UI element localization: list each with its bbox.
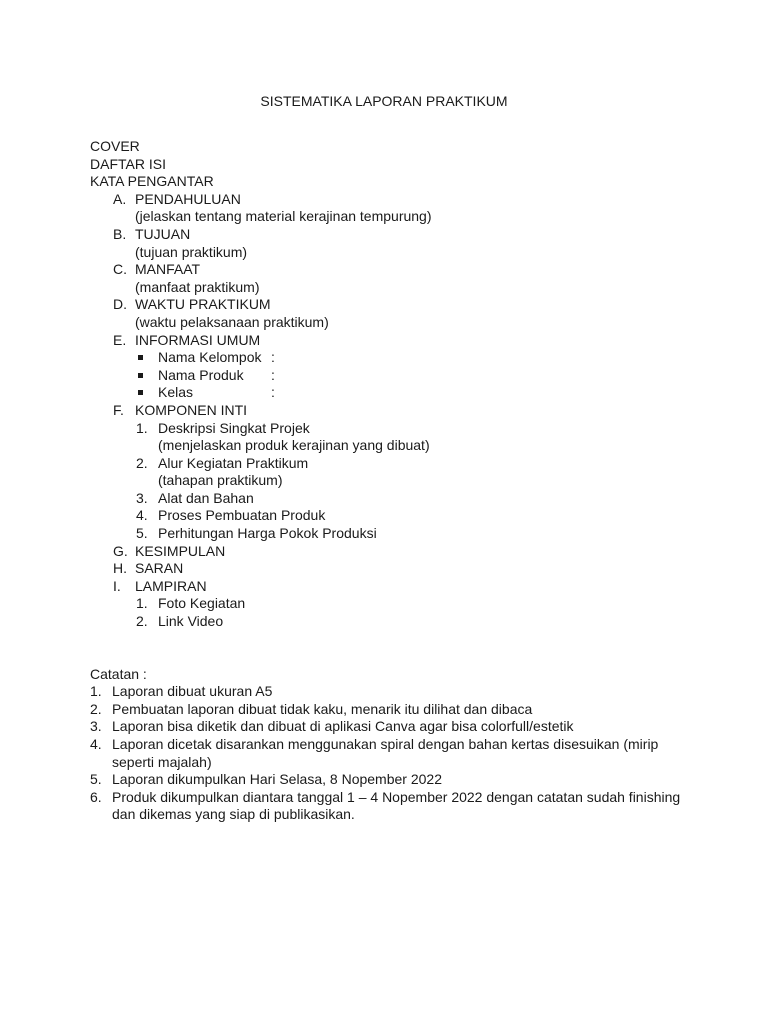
subitem-f2 — [90, 455, 690, 473]
subitem-marker: 4. — [136, 507, 148, 524]
subitem-f3 — [90, 490, 690, 508]
note-marker: 3. — [90, 718, 102, 735]
section-c-note — [90, 279, 690, 297]
bullet-label: Nama Kelompok — [158, 349, 262, 366]
bullet-label: Nama Produk — [158, 366, 244, 383]
outline-item-cover: COVER — [90, 138, 140, 154]
bullet-colon: : — [271, 349, 275, 366]
note-text: Laporan bisa diketik dan dibuat di aplikasi Canva agar bisa colorfull/estetik — [112, 718, 574, 735]
section-note: (jelaskan tentang material kerajinan tempurung) — [135, 208, 432, 225]
section-marker: F. — [113, 401, 124, 418]
subitem-note: (menjelaskan produk kerajinan yang dibuat) — [158, 437, 430, 454]
section-label: TUJUAN — [135, 225, 191, 242]
section-h — [90, 560, 690, 578]
square-bullet-icon — [138, 390, 143, 395]
outline-item-kata-pengantar: KATA PENGANTAR — [90, 173, 214, 190]
section-a — [90, 191, 690, 209]
document-title: SISTEMATIKA LAPORAN PRAKTIKUM — [260, 93, 508, 109]
section-label: KOMPONEN INTI — [135, 401, 248, 418]
bullet-colon: : — [271, 366, 275, 383]
note-marker: 2. — [90, 700, 102, 717]
subitem-marker: 5. — [136, 525, 148, 542]
note-marker: 4. — [90, 736, 102, 752]
subitem-label: Perhitungan Harga Pokok Produksi — [158, 525, 377, 542]
bullet-item-nama-kelompok — [90, 349, 690, 367]
outline-item-daftar-isi: DAFTAR ISI — [90, 155, 166, 172]
notes-title: Catatan : — [90, 665, 147, 682]
note-text: Produk dikumpulkan diantara tanggal 1 – 4 Nopember 2022 dengan catatan sudah finishing — [112, 788, 681, 805]
section-spacer — [90, 631, 690, 666]
section-label: KESIMPULAN — [135, 542, 226, 559]
subitem-i1 — [90, 595, 690, 613]
section-label: MANFAAT — [135, 261, 201, 278]
subitem-label: Link Video — [158, 613, 224, 630]
subitem-label: Alur Kegiatan Praktikum — [158, 454, 309, 471]
section-marker: E. — [113, 331, 127, 348]
subitem-label: Deskripsi Singkat Projek — [158, 419, 310, 436]
subitem-marker: 1. — [136, 419, 148, 436]
document-body — [90, 138, 690, 824]
section-b — [90, 226, 690, 244]
bullet-item-kelas — [90, 384, 690, 402]
section-b-note — [90, 244, 690, 262]
bullet-item-nama-produk — [90, 367, 690, 385]
square-bullet-icon — [138, 355, 143, 360]
subitem-f1 — [90, 420, 690, 438]
section-f — [90, 402, 690, 420]
subitem-label: Proses Pembuatan Produk — [158, 507, 326, 524]
subitem-marker: 1. — [136, 595, 148, 612]
note-item-6 — [90, 789, 690, 807]
subitem-marker: 2. — [136, 613, 148, 630]
subitem-marker: 2. — [136, 454, 148, 471]
section-i — [90, 578, 690, 596]
section-label: INFORMASI UMUM — [135, 331, 261, 348]
note-text: Laporan dikumpulkan Hari Selasa, 8 Nopember 2022 — [112, 771, 442, 788]
note-marker: 1. — [90, 683, 102, 700]
note-marker: 5. — [90, 771, 102, 788]
note-text-continuation: seperti majalah) — [112, 753, 212, 770]
section-marker: H. — [113, 560, 127, 577]
subitem-note: (tahapan praktikum) — [158, 472, 283, 489]
note-item-5 — [90, 771, 690, 789]
section-marker: C. — [113, 261, 127, 278]
section-marker: I. — [113, 577, 121, 594]
section-marker: G. — [113, 542, 128, 559]
section-note: (waktu pelaksanaan praktikum) — [135, 313, 329, 330]
note-item-1 — [90, 683, 690, 701]
bullet-colon: : — [271, 384, 275, 401]
section-e — [90, 332, 690, 350]
section-marker: B. — [113, 225, 127, 242]
section-label: LAMPIRAN — [135, 577, 207, 594]
square-bullet-icon — [138, 373, 143, 378]
note-item-4-cont — [90, 754, 690, 772]
subitem-f4 — [90, 507, 690, 525]
section-a-note — [90, 208, 690, 226]
section-label: PENDAHULUAN — [135, 190, 241, 207]
section-d-note — [90, 314, 690, 332]
section-note: (tujuan praktikum) — [135, 243, 248, 260]
bullet-label: Kelas — [158, 384, 194, 401]
subitem-f2-note — [90, 472, 690, 490]
section-note: (manfaat praktikum) — [135, 278, 260, 295]
note-item-3 — [90, 718, 690, 736]
section-c — [90, 261, 690, 279]
note-text: Laporan dicetak disarankan menggunakan spiral dengan bahan kertas disesuikan (mirip — [112, 736, 659, 752]
section-label: WAKTU PRAKTIKUM — [135, 296, 271, 313]
subitem-i2 — [90, 613, 690, 631]
section-g — [90, 543, 690, 561]
section-marker: D. — [113, 296, 127, 313]
subitem-f1-note — [90, 437, 690, 455]
note-text-continuation: dan dikemas yang siap di publikasikan. — [112, 806, 355, 823]
section-marker: A. — [113, 190, 127, 207]
note-item-4 — [90, 736, 690, 754]
note-item-2 — [90, 701, 690, 719]
note-marker: 6. — [90, 788, 102, 805]
subitem-f5 — [90, 525, 690, 543]
note-text: Laporan dibuat ukuran A5 — [112, 683, 273, 700]
section-d — [90, 296, 690, 314]
subitem-label: Foto Kegiatan — [158, 595, 246, 612]
note-text: Pembuatan laporan dibuat tidak kaku, menarik itu dilihat dan dibaca — [112, 700, 533, 717]
subitem-marker: 3. — [136, 489, 148, 506]
section-label: SARAN — [135, 560, 184, 577]
subitem-label: Alat dan Bahan — [158, 489, 254, 506]
note-item-6-cont — [90, 806, 690, 824]
